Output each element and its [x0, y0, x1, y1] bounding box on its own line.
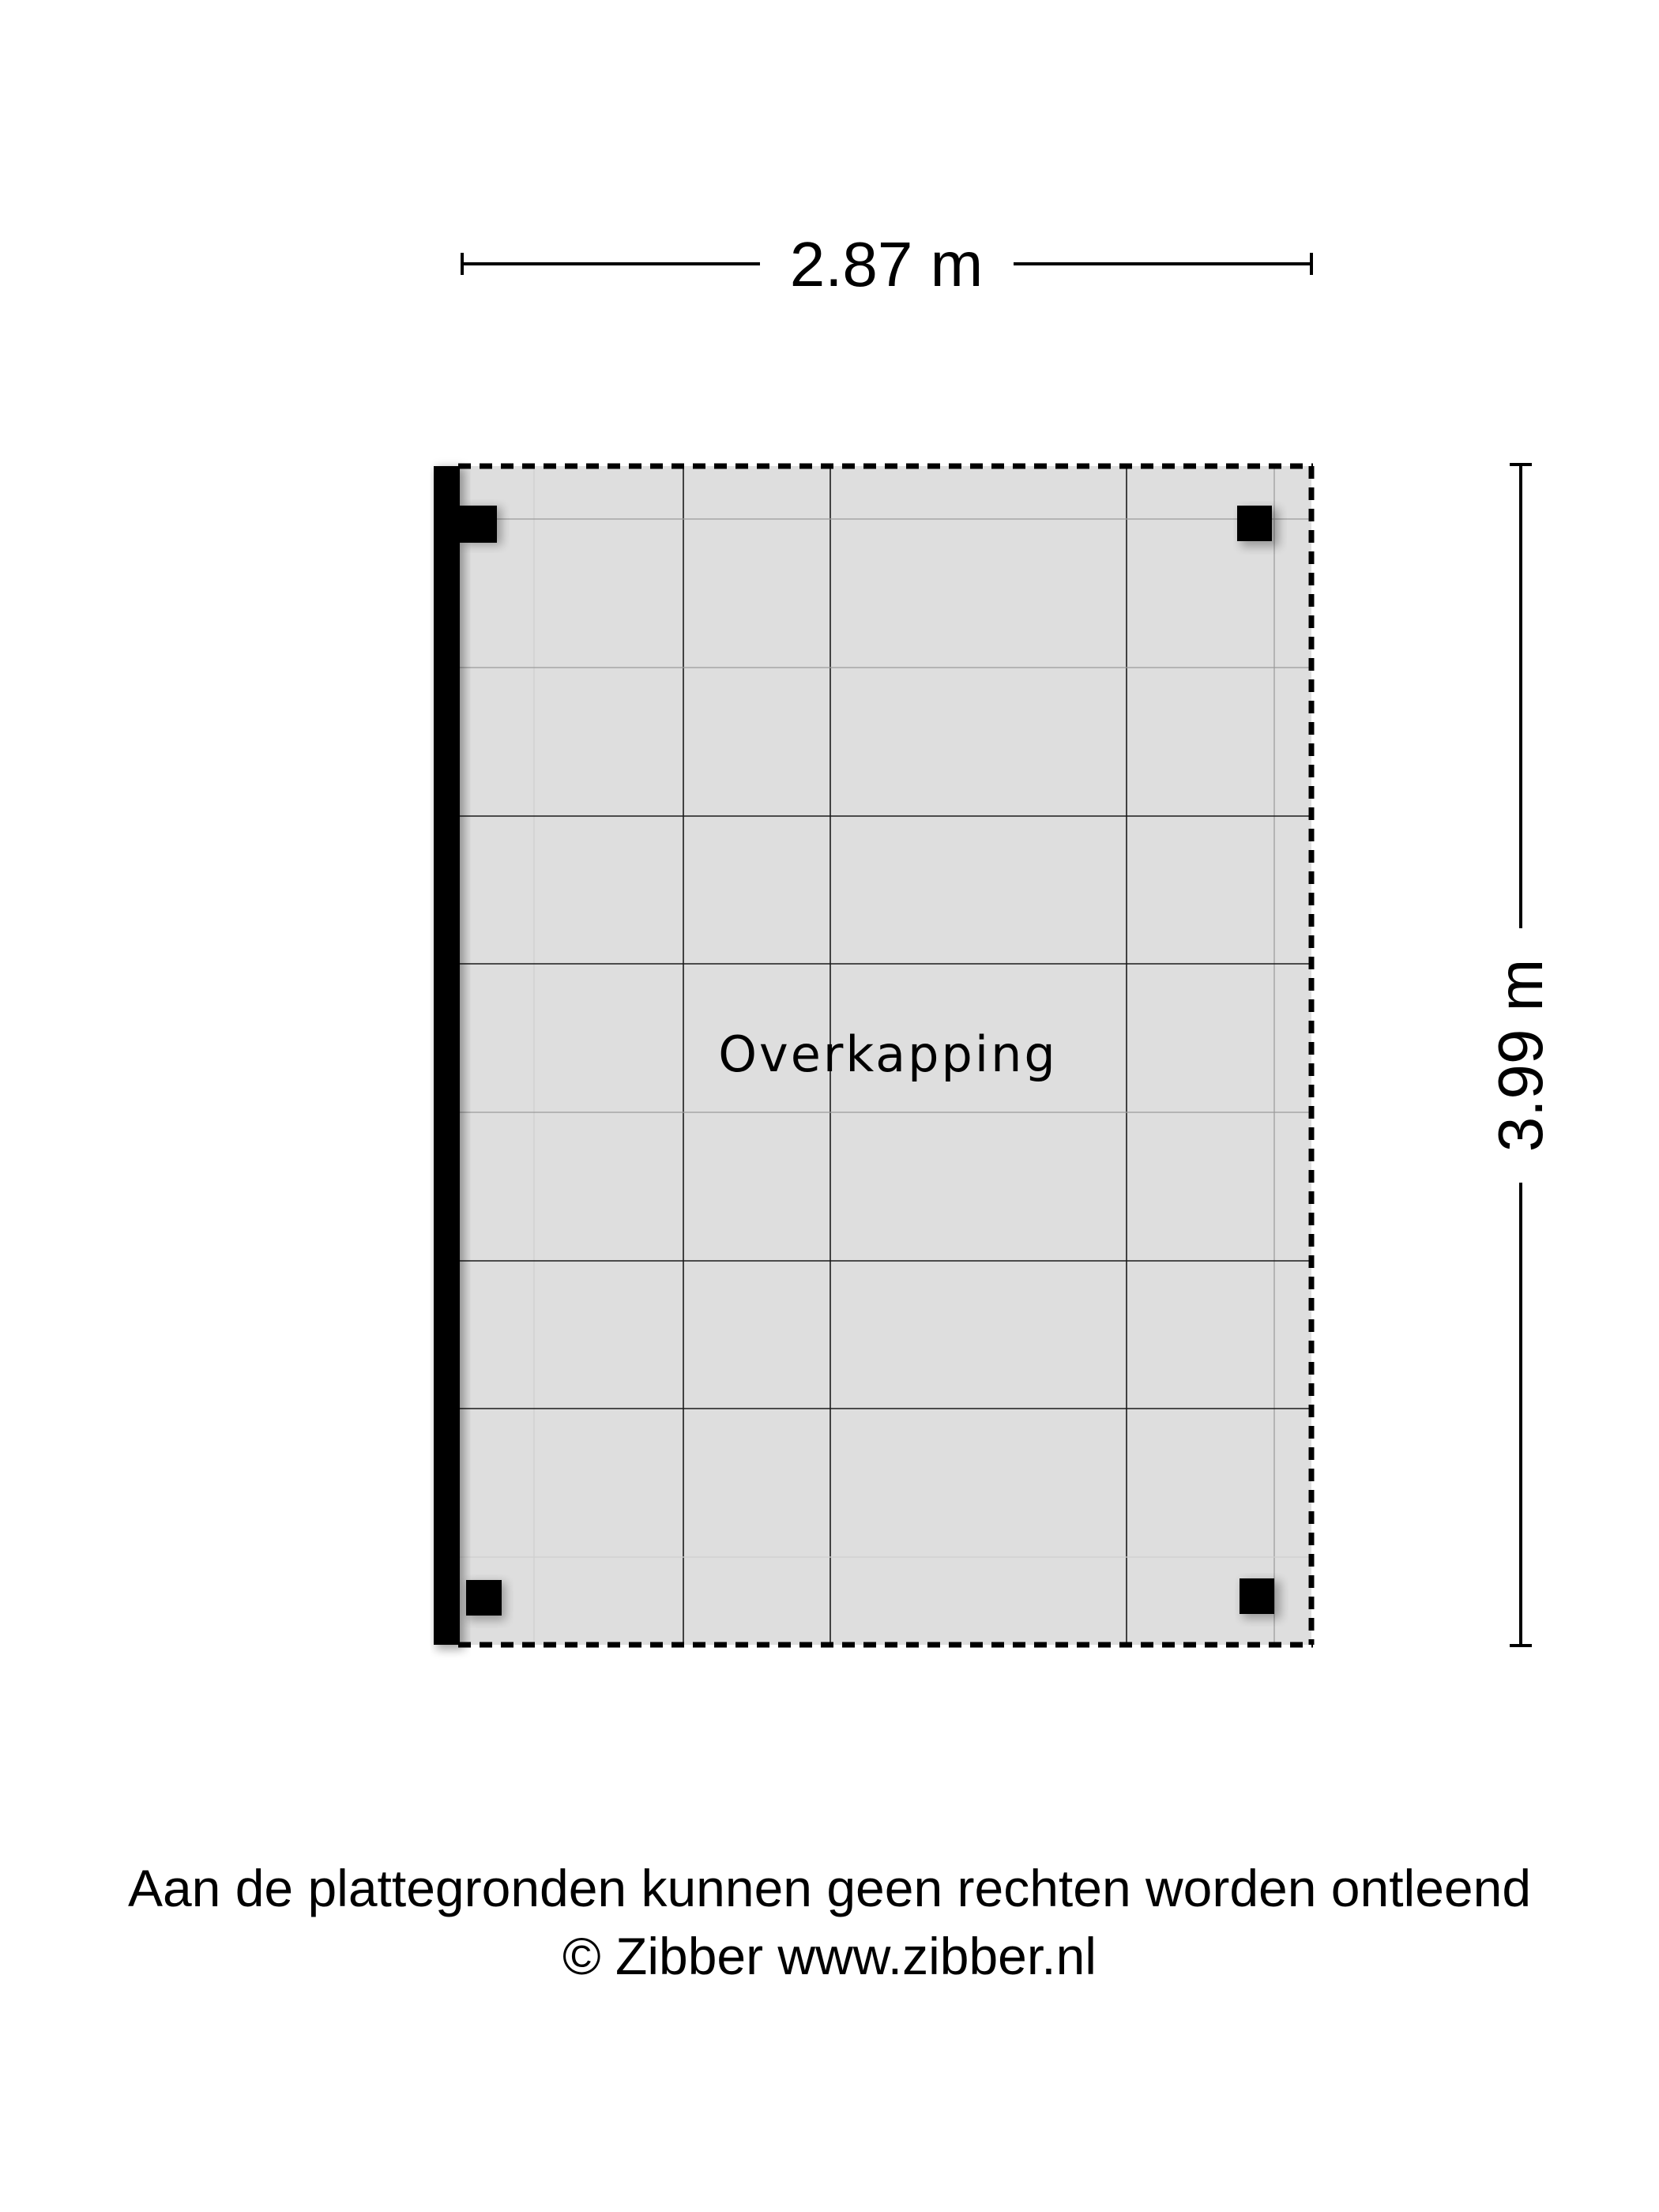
height-dimension-label: 3.99 m [1485, 958, 1556, 1153]
post-bottom-right [1240, 1578, 1274, 1614]
width-dimension [462, 229, 1311, 299]
wall-left [434, 466, 460, 1645]
post-top-right [1237, 506, 1272, 541]
post-top-left [460, 506, 497, 543]
room-label: Overkapping [718, 1025, 1058, 1083]
post-bottom-left [466, 1580, 502, 1616]
disclaimer-text: Aan de plattegronden kunnen geen rechten worden ontleend [127, 1859, 1532, 1917]
copyright-text: © Zibber www.zibber.nl [562, 1927, 1097, 1985]
room-overkapping [434, 466, 1313, 1650]
height-dimension [1485, 465, 1556, 1646]
width-dimension-label: 2.87 m [789, 229, 984, 299]
